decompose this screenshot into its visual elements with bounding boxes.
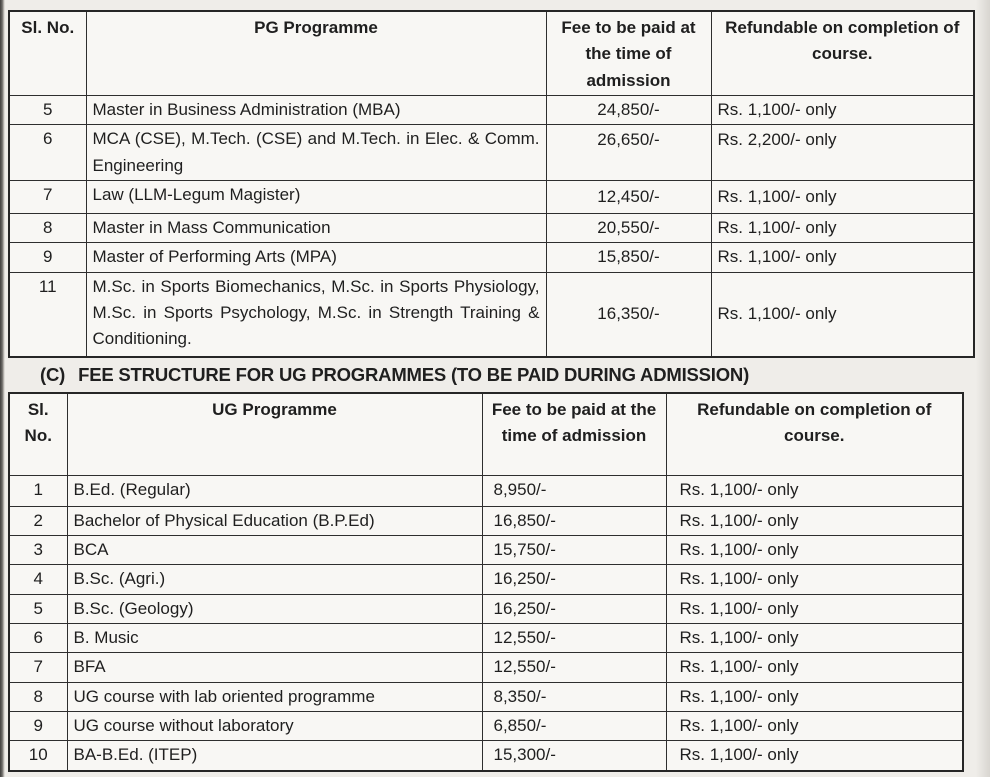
pg-header-sl-no: Sl. No. bbox=[9, 11, 86, 96]
cell-refundable: Rs. 1,100/- only bbox=[666, 565, 963, 594]
cell-programme: UG course without laboratory bbox=[67, 711, 482, 740]
cell-refundable: Rs. 1,100/- only bbox=[666, 711, 963, 740]
table-row bbox=[9, 711, 963, 740]
cell-fee-amount: 24,850/- bbox=[546, 96, 711, 125]
cell-programme: B. Music bbox=[67, 623, 482, 652]
cell-sl-no: 1 bbox=[9, 475, 67, 506]
cell-programme: Master in Business Administration (MBA) bbox=[86, 96, 546, 125]
cell-fee-amount: 26,650/- bbox=[546, 125, 711, 181]
ug-heading-text: FEE STRUCTURE FOR UG PROGRAMMES (TO BE PAID DURING ADMISSION) bbox=[78, 364, 750, 385]
cell-sl-no: 8 bbox=[9, 214, 86, 243]
table-row bbox=[9, 125, 974, 181]
table-row bbox=[9, 682, 963, 711]
cell-fee-amount: 20,550/- bbox=[546, 214, 711, 243]
cell-sl-no: 11 bbox=[9, 272, 86, 357]
table-row bbox=[9, 535, 963, 564]
ug-header-refundable: Refundable on completion of course. bbox=[666, 393, 963, 475]
ug-header-row bbox=[9, 393, 963, 475]
cell-fee-amount: 16,350/- bbox=[546, 272, 711, 357]
cell-refundable: Rs. 1,100/- only bbox=[666, 653, 963, 682]
cell-fee-amount: 12,450/- bbox=[546, 181, 711, 214]
table-row bbox=[9, 272, 974, 357]
cell-programme: BA-B.Ed. (ITEP) bbox=[67, 741, 482, 771]
cell-sl-no: 9 bbox=[9, 243, 86, 272]
cell-refundable: Rs. 1,100/- only bbox=[711, 243, 974, 272]
cell-refundable: Rs. 1,100/- only bbox=[666, 535, 963, 564]
table-row bbox=[9, 181, 974, 214]
cell-fee-amount: 6,850/- bbox=[482, 711, 666, 740]
cell-refundable: Rs. 1,100/- only bbox=[666, 623, 963, 652]
cell-sl-no: 5 bbox=[9, 594, 67, 623]
cell-sl-no: 7 bbox=[9, 181, 86, 214]
cell-fee-amount: 16,250/- bbox=[482, 565, 666, 594]
ug-section-heading bbox=[40, 364, 749, 386]
pg-header-refundable: Refundable on completion of course. bbox=[711, 11, 974, 96]
cell-programme: UG course with lab oriented programme bbox=[67, 682, 482, 711]
cell-refundable: Rs. 1,100/- only bbox=[666, 594, 963, 623]
cell-sl-no: 6 bbox=[9, 125, 86, 181]
pg-header-row bbox=[9, 11, 974, 96]
pg-fee-table bbox=[8, 10, 975, 358]
table-row bbox=[9, 475, 963, 506]
cell-fee-amount: 15,750/- bbox=[482, 535, 666, 564]
cell-programme: B.Sc. (Agri.) bbox=[67, 565, 482, 594]
cell-programme: MCA (CSE), M.Tech. (CSE) and M.Tech. in Elec. & Comm. Engineering bbox=[86, 125, 546, 181]
cell-refundable: Rs. 1,100/- only bbox=[666, 741, 963, 771]
ug-fee-table bbox=[8, 392, 964, 772]
ug-header-fee: Fee to be paid at the time of admission bbox=[482, 393, 666, 475]
table-row bbox=[9, 243, 974, 272]
cell-programme: B.Ed. (Regular) bbox=[67, 475, 482, 506]
cell-sl-no: 3 bbox=[9, 535, 67, 564]
table-row bbox=[9, 96, 974, 125]
cell-programme: Bachelor of Physical Education (B.P.Ed) bbox=[67, 506, 482, 535]
cell-fee-amount: 12,550/- bbox=[482, 653, 666, 682]
cell-refundable: Rs. 1,100/- only bbox=[666, 682, 963, 711]
cell-sl-no: 8 bbox=[9, 682, 67, 711]
cell-programme: BFA bbox=[67, 653, 482, 682]
cell-fee-amount: 12,550/- bbox=[482, 623, 666, 652]
cell-fee-amount: 8,950/- bbox=[482, 475, 666, 506]
scan-left-edge bbox=[0, 0, 5, 777]
cell-sl-no: 9 bbox=[9, 711, 67, 740]
ug-heading-prefix: (C) bbox=[40, 364, 66, 385]
table-row bbox=[9, 506, 963, 535]
cell-sl-no: 6 bbox=[9, 623, 67, 652]
cell-refundable: Rs. 1,100/- only bbox=[711, 96, 974, 125]
cell-sl-no: 5 bbox=[9, 96, 86, 125]
cell-fee-amount: 16,250/- bbox=[482, 594, 666, 623]
cell-sl-no: 10 bbox=[9, 741, 67, 771]
table-row bbox=[9, 741, 963, 771]
table-row bbox=[9, 653, 963, 682]
cell-fee-amount: 15,300/- bbox=[482, 741, 666, 771]
cell-programme: Master of Performing Arts (MPA) bbox=[86, 243, 546, 272]
cell-programme: Law (LLM-Legum Magister) bbox=[86, 181, 546, 214]
cell-refundable: Rs. 1,100/- only bbox=[666, 475, 963, 506]
pg-header-fee: Fee to be paid at the time of admission bbox=[546, 11, 711, 96]
cell-sl-no: 2 bbox=[9, 506, 67, 535]
cell-programme: M.Sc. in Sports Biomechanics, M.Sc. in Sports Physiology, M.Sc. in Sports Psychology, M.Sc. in Strength Training & Conditioning. bbox=[86, 272, 546, 357]
table-row bbox=[9, 214, 974, 243]
cell-refundable: Rs. 1,100/- only bbox=[711, 272, 974, 357]
cell-programme: B.Sc. (Geology) bbox=[67, 594, 482, 623]
ug-header-programme: UG Programme bbox=[67, 393, 482, 475]
scan-right-shading bbox=[976, 0, 990, 777]
table-row bbox=[9, 594, 963, 623]
cell-programme: BCA bbox=[67, 535, 482, 564]
cell-sl-no: 4 bbox=[9, 565, 67, 594]
cell-fee-amount: 16,850/- bbox=[482, 506, 666, 535]
table-row bbox=[9, 623, 963, 652]
cell-refundable: Rs. 1,100/- only bbox=[711, 214, 974, 243]
ug-header-sl-no: Sl. No. bbox=[9, 393, 67, 475]
cell-fee-amount: 8,350/- bbox=[482, 682, 666, 711]
cell-fee-amount: 15,850/- bbox=[546, 243, 711, 272]
cell-sl-no: 7 bbox=[9, 653, 67, 682]
table-row bbox=[9, 565, 963, 594]
cell-refundable: Rs. 1,100/- only bbox=[666, 506, 963, 535]
cell-programme: Master in Mass Communication bbox=[86, 214, 546, 243]
cell-refundable: Rs. 1,100/- only bbox=[711, 181, 974, 214]
cell-refundable: Rs. 2,200/- only bbox=[711, 125, 974, 181]
pg-header-programme: PG Programme bbox=[86, 11, 546, 96]
